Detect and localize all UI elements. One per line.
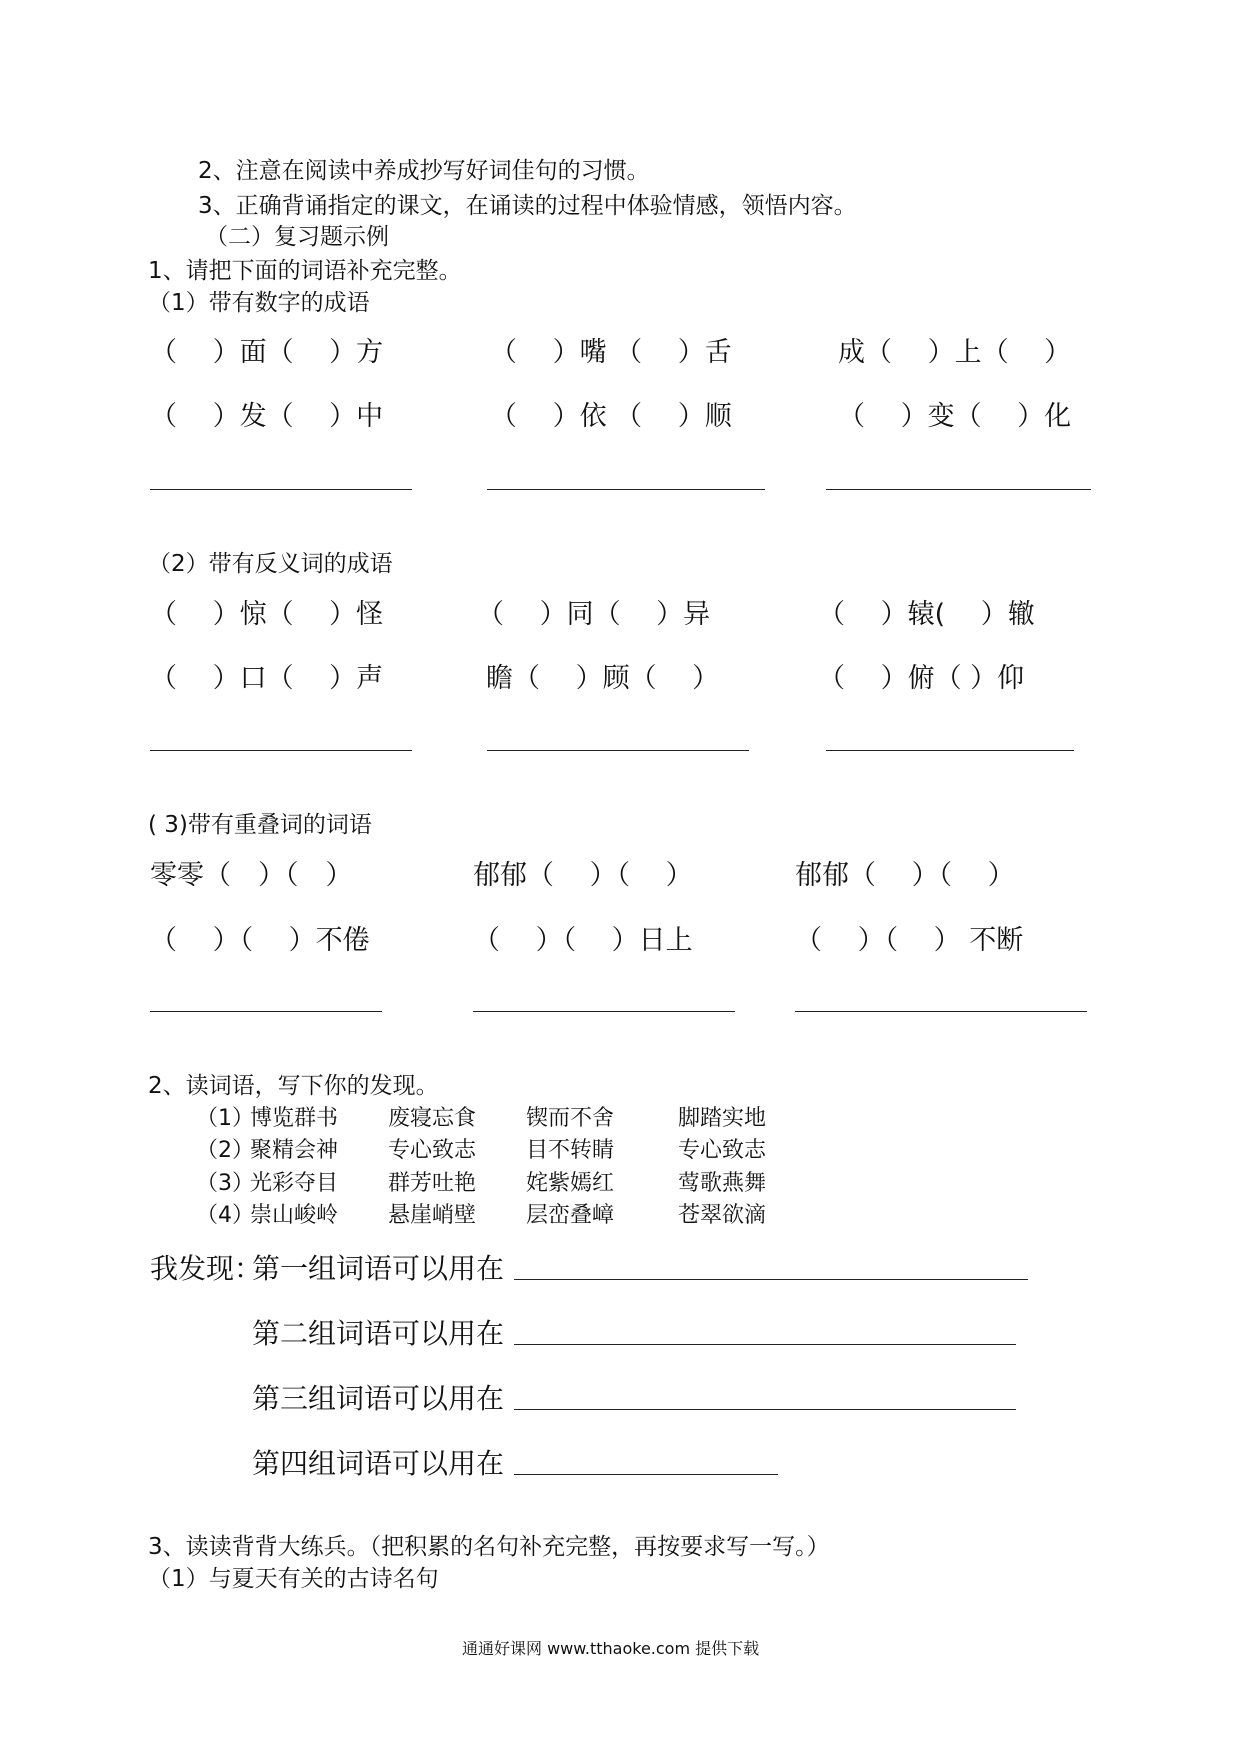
- group-word: 光彩夺目: [250, 1171, 339, 1196]
- group-word: 苍翠欲滴: [678, 1203, 767, 1228]
- idiom-blank: 郁郁（ ）（ ）: [795, 860, 1015, 891]
- finding-answer-line[interactable]: [514, 1409, 1016, 1410]
- idiom-blank: （ ）面（ ）方: [150, 337, 384, 368]
- answer-line[interactable]: [150, 1011, 382, 1012]
- findings-prefix: 我发现：: [150, 1252, 263, 1285]
- answer-line[interactable]: [150, 489, 412, 490]
- group-word: 目不转睛: [526, 1138, 615, 1163]
- group-word: 悬崖峭壁: [388, 1203, 477, 1228]
- group-word: 专心致志: [678, 1138, 767, 1163]
- group-number: （3）: [196, 1171, 254, 1196]
- intro-item-3: 3、正确背诵指定的课文，在诵读的过程中体验情感，领悟内容。: [198, 193, 857, 219]
- idiom-blank: 郁郁（ ）（ ）: [473, 860, 693, 891]
- section-heading: （二）复习题示例: [205, 224, 389, 250]
- group-word: 废寝忘食: [388, 1106, 477, 1131]
- idiom-blank: （ ）惊（ ）怪: [150, 599, 384, 630]
- idiom-blank: （ ）（ ）日上: [473, 925, 693, 956]
- answer-line[interactable]: [826, 750, 1074, 751]
- group-number: （4）: [196, 1203, 254, 1228]
- group-word: 博览群书: [250, 1106, 339, 1131]
- idiom-blank: （ ）（ ） 不断: [795, 925, 1024, 956]
- finding-label: 第四组词语可以用在: [252, 1447, 505, 1480]
- idiom-blank: （ ）变（ ）化: [838, 401, 1072, 432]
- group-word: 专心致志: [388, 1138, 477, 1163]
- group-word: 群芳吐艳: [388, 1171, 477, 1196]
- answer-line[interactable]: [487, 489, 765, 490]
- group-word: 脚踏实地: [678, 1106, 767, 1131]
- idiom-blank: （ ）（ ）不倦: [150, 925, 370, 956]
- idiom-blank: （ ）嘴 （ ）舌: [490, 337, 732, 368]
- intro-item-2: 2、注意在阅读中养成抄写好词佳句的习惯。: [198, 158, 650, 184]
- answer-line[interactable]: [826, 489, 1091, 490]
- finding-answer-line[interactable]: [514, 1344, 1016, 1345]
- group-word: 姹紫嫣红: [526, 1171, 615, 1196]
- finding-answer-line[interactable]: [514, 1279, 1028, 1280]
- idiom-blank: （ ）口（ ）声: [150, 663, 384, 694]
- answer-line[interactable]: [473, 1011, 735, 1012]
- q1-title: 1、请把下面的词语补充完整。: [148, 258, 462, 284]
- q3-sub1-label: （1）与夏天有关的古诗名句: [148, 1566, 439, 1592]
- q1-sub1-label: （1）带有数字的成语: [148, 290, 370, 316]
- idiom-blank: 瞻（ ）顾（ ）: [486, 663, 720, 694]
- q3-title: 3、读读背背大练兵。（把积累的名句补充完整，再按要求写一写。）: [148, 1534, 830, 1560]
- idiom-blank: （ ）依 （ ）顺: [490, 401, 732, 432]
- group-number: （2）: [196, 1138, 254, 1163]
- answer-line[interactable]: [795, 1011, 1087, 1012]
- group-word: 崇山峻岭: [250, 1203, 339, 1228]
- group-word: 聚精会神: [250, 1138, 339, 1163]
- q1-sub3-label: ( 3)带有重叠词的词语: [148, 812, 372, 838]
- group-number: （1）: [196, 1106, 254, 1131]
- idiom-blank: （ ）发（ ）中: [150, 401, 384, 432]
- idiom-blank: （ ）辕( ）辙: [818, 599, 1035, 630]
- answer-line[interactable]: [487, 750, 749, 751]
- idiom-blank: 成（ ）上（ ）: [838, 337, 1072, 368]
- group-word: 莺歌燕舞: [678, 1171, 767, 1196]
- finding-label: 第三组词语可以用在: [252, 1382, 505, 1415]
- idiom-blank: （ ）俯（ ）仰: [818, 663, 1025, 694]
- footer-source: 通通好课网 www.tthaoke.com 提供下载: [462, 1639, 760, 1658]
- finding-answer-line[interactable]: [514, 1474, 778, 1475]
- group-word: 锲而不舍: [526, 1106, 615, 1131]
- idiom-blank: 零零（ ）（ ）: [150, 860, 353, 891]
- q1-sub2-label: （2）带有反义词的成语: [148, 551, 393, 577]
- finding-label: 第二组词语可以用在: [252, 1317, 505, 1350]
- finding-label: 第一组词语可以用在: [252, 1252, 505, 1285]
- q2-title: 2、读词语，写下你的发现。: [148, 1073, 439, 1099]
- answer-line[interactable]: [150, 750, 412, 751]
- idiom-blank: （ ）同（ ）异: [477, 599, 711, 630]
- group-word: 层峦叠嶂: [526, 1203, 615, 1228]
